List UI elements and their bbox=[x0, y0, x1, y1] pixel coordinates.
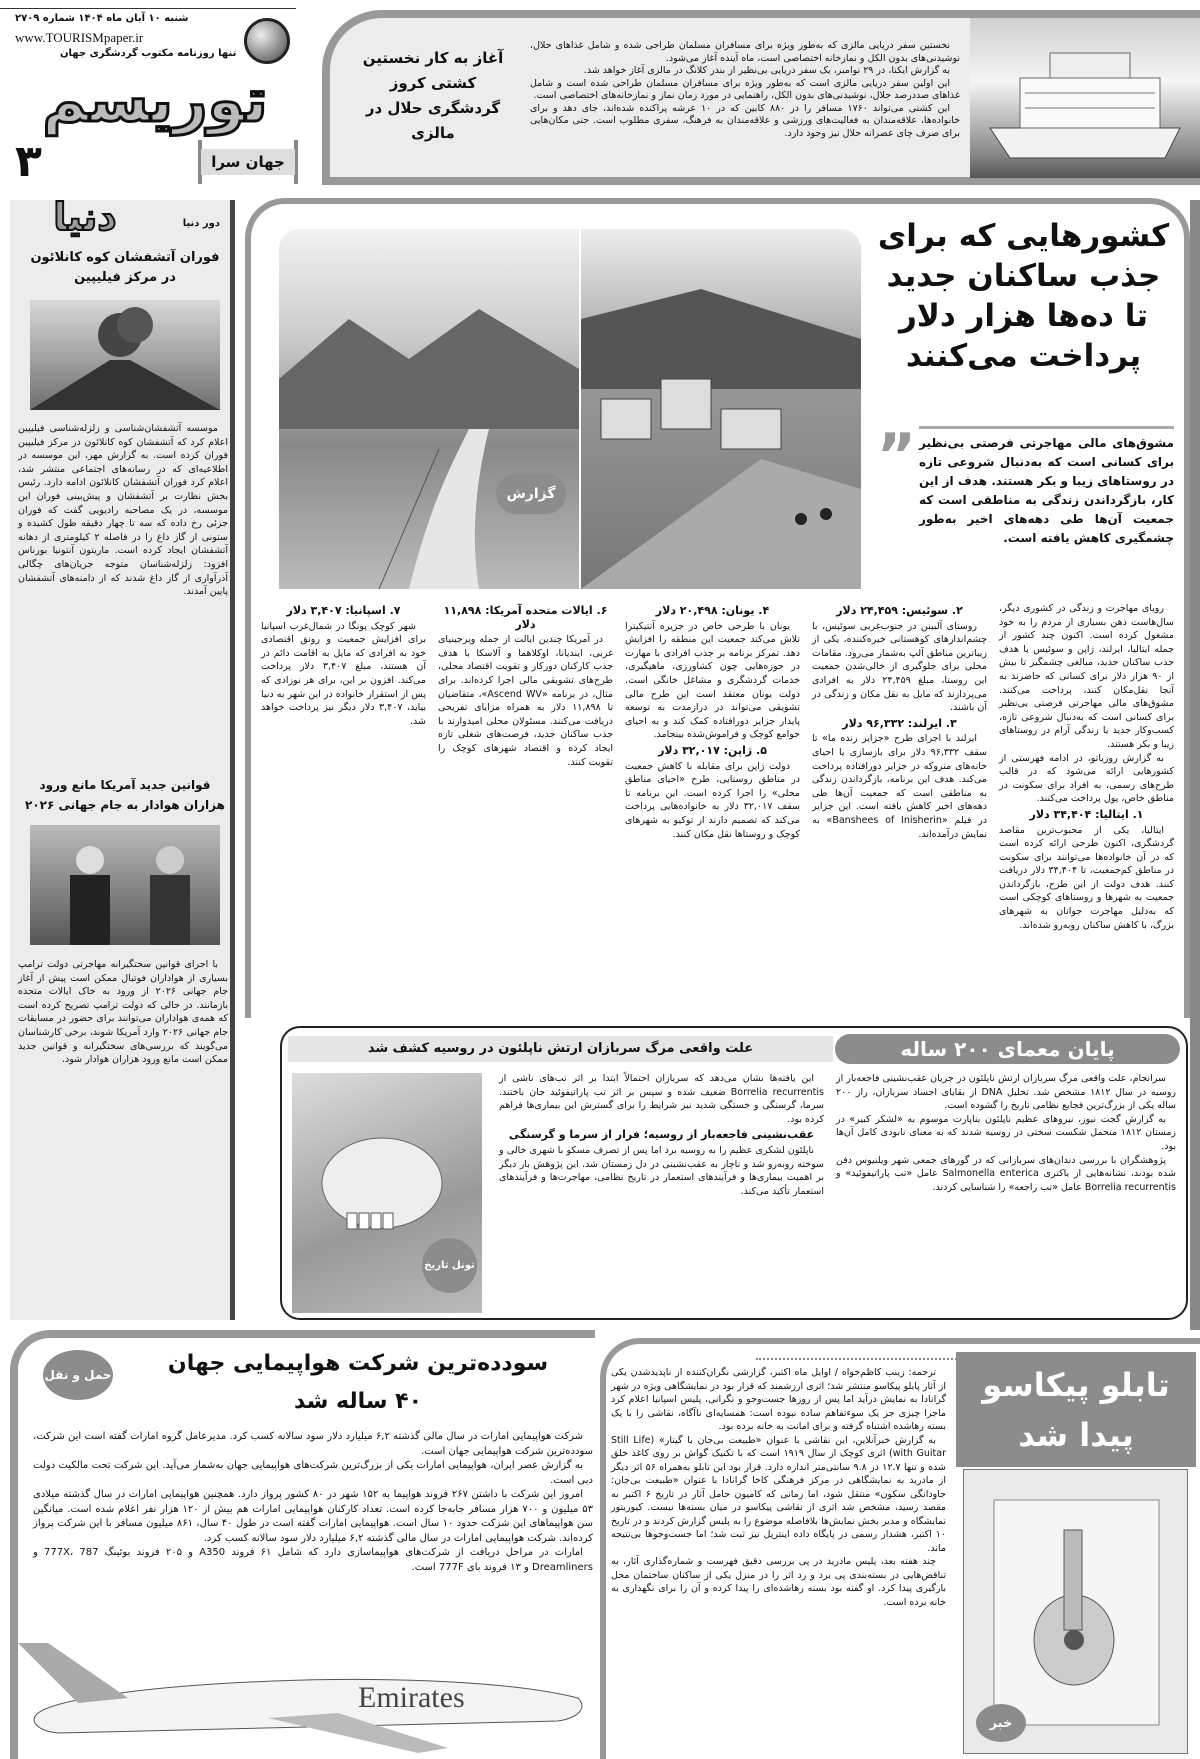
cruise-article bbox=[322, 10, 1200, 185]
main-column-2: ۲. سوئیس: ۲۴,۴۵۹ دلار روستای آلبینن در جنوب‌غربی سوئیس، با چشم‌اندازهای کوهستانی خیره‌کننده، یکی از زیباترین مناطق آلپ به‌شمار می‌رود. مقامات محلی برای جلوگیری از خالی‌شدن جمعیت این روستا، مبلغ ۲۴,۴۵۹ دلار به افرادی می‌پردازند که مایل به نقل مکان و زندگی در آن باشند. ۳. ایرلند: ۹۶,۳۳۲ دلار ایرلند با اجرای طرح «جزایر زنده ما» تا سقف ۹۶,۳۳۲ دلار برای بازسازی یا احیای خانه‌های متروکه در جزایر دورافتاده پرداخت می‌کند. هدف این برنامه، بازگرداندن زندگی به مناطقی است که جمعیت آن‌ها طی دهه‌های اخیر کاهش یافته است. این جزایر در فیلم «Banshees of Inisherin» به نمایش درآمده‌اند. bbox=[812, 604, 987, 840]
emirates-plane-photo bbox=[18, 1623, 595, 1759]
village-photo bbox=[581, 229, 861, 589]
cruise-body: نخستین سفر دریایی مالزی که به‌طور ویژه برای مسافران مسلمان طراحی شده و شامل غذاهای حلال، نوشیدنی‌های بدون الکل و نمازخانه اختصاصی است، ماه آینده آغاز می‌شود. به گزارش ایکنا، در ۲۹ نوامبر، یک سفر دریایی بی‌نظیر از بندر کلانگ در مالزی آغاز خواهد شد. این اولین سفر دریایی مالزی است که به‌طور ویژه برای مسافران مسلمان طراحی شده است و شامل غذاهای صددرصد حلال، نوشیدنی‌های بدون الکل، راهنمایی در مورد زمان نماز و نمازخانه‌های اختصاصی است. این کشتی می‌تواند ۱۷۶۰ مسافر را در ۸۸۰ کابین که در ۱۰ عرشه پراکنده شده‌اند، جای دهد و برای خانواده‌ها، علاقه‌مندان به فعالیت‌های ورزشی و علاقه‌مندان به فرهنگ، سفری مطلوب است. حتی مکان‌هایی برای صرف چای عصرانه حلال نیز وجود دارد. bbox=[530, 40, 960, 139]
main-column-1: رویای مهاجرت و زندگی در کشوری دیگر، سال‌هاست ذهن بسیاری از مردم را به خود مشغول کرده است. اکنون چند کشور از جمله ایتالیا، ایرلند، ژاپن و سوئیس با هدف جذب ساکنان جدید، مبالغی چشمگیر تا بیش از ۹۰ هزار دلار برای کسانی که حاضرند به آنجا نقل‌مکان کنند، پرداخت می‌کنند. مشوق‌های مالی مهاجرتی فرصتی بی‌نظیر برای کسانی است که به‌دنبال شروعی تازه، کسب‌وکار جدید یا زندگی آرام در روستاهای زیبا و بکر هستند. به گزارش روزیاتو، در ادامه فهرستی از کشورهایی ارائه می‌شود که در قالب طرح‌های رسمی، به افراد برای سکونت در مناطق خاص، پول پرداخت می‌کنند. ۱. ایتالیا: ۳۴,۴۰۴ دلار ایتالیا، یکی از محبوب‌ترین مقاصد گردشگری، اکنون طرحی ارائه کرده است که در آن خانواده‌ها می‌توانند برای سکونت در مناطق کم‌جمعیت، تا ۳۴,۴۰۴ دلار دریافت کنند. هدف دولت از این طرح، بازگرداندن جمعیت به شهرها و روستاهای کوچکی است که به‌دلیل مهاجرت جوانان به شهرهای بزرگ، با کاهش ساکنان روبه‌رو شده‌اند. bbox=[999, 603, 1175, 931]
page-number: ۳ bbox=[15, 136, 42, 187]
quote-mark-icon: ” bbox=[876, 421, 916, 491]
main-lead: مشوق‌های مالی مهاجرتی فرصتی بی‌نظیر برای کسانی است که به‌دنبال شروعی تازه در روستاهای زیبا و بکر هستند. هدف از این کار، بازگرداندن زندگی به مناطقی است که جمعیت آن‌ها طی دهه‌های اخیر به‌طور چشمگیری کاهش یافته است. bbox=[919, 426, 1174, 548]
top-rule bbox=[0, 8, 296, 9]
volcano-photo bbox=[30, 300, 220, 410]
emirates-livery: Emirates bbox=[358, 1681, 465, 1714]
main-column-4: ۶. ایالات متحده آمریکا: ۱۱,۸۹۸ دلار در آمریکا چندین ایالت از جمله ویرجینیای غربی، ایندیانا، اوکلاهما و آلاسکا با هدف جذب کارکنان دورکار و تقویت اقتصاد محلی، طرح‌های تشویقی مالی اجرا کرده‌اند. برای مثال، در برنامه «Ascend WV»، متقاضیان تا ۱۱,۸۹۸ دلار به همراه مزایای تفریحی دریافت می‌کنند. مسئولان محلی امیدوارند با جذب ساکنان جدید، فرصت‌های شغلی تازه ایجاد کرده و اقتصاد شهرهای کوچک را تقویت کنند. bbox=[438, 604, 614, 768]
ship-icon bbox=[970, 18, 1200, 178]
napoleon-subtitle: علت واقعی مرگ سربازان ارتش ناپلئون در روسیه کشف شد bbox=[288, 1036, 833, 1062]
news-badge: خبر bbox=[976, 1704, 1026, 1742]
cruise-headline: آغاز به کار نخستین کشتی کروز گردشگری حلال در مالزی bbox=[362, 49, 504, 142]
picasso-article bbox=[600, 1338, 1200, 1759]
main-story bbox=[245, 198, 1190, 1018]
main-column-5: ۷. اسپانیا: ۳,۴۰۷ دلار شهر کوچک پونگا در شمال‌غرب اسپانیا برای افزایش جمعیت و رونق اقتصادی خود به افرادی که مایل به اقامت دائم در آن هستند، مبلغ ۳,۴۰۷ دلار پرداخت می‌کند. افزون بر این، برای هر نوزادی که پس از استقرار خانواده در این شهر به دنیا بیاید، ۳,۴۰۷ دلار دیگر نیز پرداخت خواهد شد. bbox=[261, 604, 426, 727]
volcano-body: موسسه آتشفشان‌شناسی و زلزله‌شناسی فیلیپین اعلام کرد که آتشفشان کوه کانلائون در مرکز فیلیپین فوران کرده است. به گزارش مهر، این موسسه در اطلاعیه‌ای که در رسانه‌های اجتماعی منتشر شد، اعلام کرد فوران آتشفشان کانلائون ادامه دارد. رئیس بخش نظارت بر آتشفشان و پیش‌بینی فوران این موسسه، در یک مصاحبه رادیویی گفت که فوران جزئی رخ داده که سه تا چهار دقیقه طول کشیده و ستونی از گاز داغ را در فاصله ۲ کیلومتری از دهانه آتشفشان ایجاد کرده است. ماریتون آنتونیا بورناس افزود: زلزله‌شناسان متوجه جریان‌های چگالی آذرآواری از گاز داغ شدند که از دامنه‌های آتشفشان پایین آمدند. bbox=[18, 423, 229, 598]
transport-badge: حمل و نقل bbox=[43, 1350, 113, 1400]
napoleon-column-2: این یافته‌ها نشان می‌دهد که سربازان احتمالاً ابتدا بر اثر تب‌های ناشی از Borrelia recurrentis ضعیف شده و سپس بر اثر تب پاراتیفوئید جان باختند. سرما، گرسنگی و خستگی شدید نیز شرایط را برای گسترش این بیماری‌ها فراهم کرده بود. عقب‌نشینی فاجعه‌بار از روسیه؛ فرار از سرما و گرسنگی ناپلئون لشکری عظیم را به روسیه برد اما پس از تصرف مسکو با شهری خالی و سوخته روبه‌رو شد و ناچار به عقب‌نشینی در دل زمستان شد. این پژوهش بار دیگر بر اهمیت بیماری‌ها و فرآیندهای استعمار در تاریخ نظامی، مهاجرت‌ها و فرآیندهای استعمار تأکید می‌کند. bbox=[499, 1073, 824, 1197]
emirates-headline-1: سودده‌ترین شرکت هواپیمایی جهان bbox=[167, 1351, 549, 1376]
sidebar-world bbox=[10, 195, 235, 1320]
worldcup-headline: قوانین جدید آمریکا مانع ورود هزاران هوادار به جام جهانی ۲۰۲۶ bbox=[25, 778, 225, 812]
emirates-headline-2: ۴۰ ساله شد bbox=[293, 1389, 423, 1414]
mountain-path-photo bbox=[279, 229, 579, 589]
tagline: تنها روزنامه مکتوب گردشگری جهان bbox=[60, 48, 237, 59]
main-column-3: ۴. یونان: ۲۰,۴۹۸ دلار یونان با طرحی خاص در جزیره آنتیکیترا تلاش می‌کند جمعیت این منطقه را افزایش دهد. تمرکز برنامه بر جذب افرادی با مهارت در حوزه‌هایی چون کشاورزی، ماهیگیری، خدمات گردشگری و مشاغل خانگی است. دولت یونان معتقد است این طرح مالی تشویقی می‌تواند در درازمدت به توسعه پایدار جزایر دورافتاده کمک کند و به احیای جوامع کوچک و فراموش‌شده بینجامد. ۵. ژاپن: ۳۲,۰۱۷ دلار دولت ژاپن برای مقابله با کاهش جمعیت در مناطق روستایی، طرح «احیای مناطق محلی» را اجرا کرده است. این برنامه تا سقف ۳۲,۰۱۷ دلار به خانواده‌هایی پرداخت می‌کند که تصمیم دارند از توکیو به شهرهای کوچک و روستاها نقل مکان کنند. bbox=[625, 604, 800, 840]
napoleon-title: پایان معمای ۲۰۰ ساله bbox=[835, 1034, 1180, 1064]
history-tunnel-badge: تونل تاریخ bbox=[422, 1238, 477, 1293]
report-badge: گزارش bbox=[496, 474, 566, 514]
issue-date: شنبه ۱۰ آبان ماه ۱۴۰۴ شماره ۲۷۰۹ bbox=[15, 13, 189, 24]
picasso-body: ترجمه: زینب کاظم‌خواه / اوایل ماه اکتبر، گزارشی نگران‌کننده از ناپدیدشدن یکی از آثار پابلو پیکاسو منتشر شد؛ اثری ارزشمند که قرار بود در نمایشگاهی ویژه در شهر گرانادا به نمایش درآید اما پس از روزها جست‌وجو و نگرانی، پلیس اسپانیا اعلام کرد ماجرا چیزی جز یک سوءتفاهم ساده نبوده است: همسایه‌ای ناآگاه، نقاشی را با یک بسته رهاشده اشتباه گرفته و برای امانت به خانه برده بود. به گزارش خبرآنلاین، این نقاشی با عنوان «طبیعت بی‌جان با گیتار» (Still Life with Guitar) اثری کوچک از سال ۱۹۱۹ است که با تکنیک گواش بر روی کاغذ خلق شده و تنها ۱۲.۷ در ۹.۸ سانتی‌متر اندازه دارد. قرار بود این تابلو به‌همراه ۵۶ اثر دیگر از مادرید به نمایشگاهی در مرکز فرهنگی کاخا گرانادا با عنوان «طبیعت بی‌جان: جاودانگی سکون» منتقل شود، اما زمانی که کامیون حامل آثار در تاریخ ۶ اکتبر به مقصد رسید، مشخص شد اثری از نقاشی پیکاسو در میان بسته‌ها نیست. کیوریتور نمایشگاه و مدیر بخش نمایش‌ها بلافاصله موضوع را به پلیس گزارش کردند و در تاریخ ۱۰ اکتبر، هشدار رسمی در پایگاه داده اینترپل نیز ثبت شد؛ اما جست‌وجوها بی‌نتیجه ماند. چند هفته بعد، پلیس مادرید در پی بررسی دقیق فهرست و شماره‌گذاری آثار، به تناقض‌هایی در بسته‌بندی پی برد و رد اثر را در منزل یکی از ساکنان ساختمان محل بارگیری پیدا کرد. او گفته بود بسته رهاشده‌ای را پیدا کرده و آن را برای نگهداری به خانه برده است. bbox=[611, 1367, 947, 1608]
volcano-headline: فوران آتشفشان کوه کانلائون در مرکز فیلیپین bbox=[30, 250, 220, 285]
globe-icon bbox=[244, 18, 290, 64]
napoleon-article bbox=[280, 1026, 1188, 1320]
section-name: جهان سرا bbox=[198, 140, 298, 184]
worldcup-photo bbox=[30, 825, 220, 945]
emirates-body: شرکت هواپیمایی امارات در سال مالی گذشته ۶,۲ میلیارد دلار سود سالانه کسب کرد. مدیرعامل گروه امارات گفته است این شرکت، سودده‌ترین شرکت هواپیمایی جهان است. به گزارش عصر ایران، هواپیمایی امارات یکی از بزرگ‌ترین شرکت‌های هواپیمایی جهان به‌شمار می‌آید. این شرکت تحت مالکیت دولت دبی است. امروز این شرکت با داشتن ۲۶۷ فروند هواپیما به ۱۵۲ شهر در ۸۰ کشور پرواز دارد. همچنین هواپیمایی امارات در سال گذشته میلادی ۵۳ میلیون و ۷۰۰ هزار مسافر جابه‌جا کرده است. تعداد کارکنان هواپیمایی امارات هم بیش از ۱۲۰ هزار نفر اعلام شده است. میانگین سن هواپیماهای این شرکت حدود ۱۰ سال است. هواپیمایی امارات گفته است در طول ۴۰ سال، ۸۶۱ میلیون مسافر با این شرکت پرواز کرده‌اند. شرکت هواپیمایی امارات در سال مالی گذشته ۶,۲ میلیارد دلار سود سالانه کسب کرد. امارات در مراحل دریافت از شرکت‌های هواپیماسازی دارد که شامل ۶۱ فروند A350 و ۲۰۵ فروند بوئینگ 777X، 787 و Dreamliners و ۱۳ فروند بای 777F است. bbox=[33, 1431, 594, 1573]
right-edge-bar bbox=[1190, 200, 1200, 1330]
picasso-headline: تابلو پیکاسو پیدا شد bbox=[956, 1352, 1196, 1467]
sidebar-section-label: دور دنیا bbox=[182, 218, 220, 229]
main-headline: کشورهایی که برای جذب ساکنان جدید تا ده‌ها هزار دلار پرداخت می‌کنند bbox=[877, 218, 1170, 374]
masthead-logo: توریسم bbox=[42, 66, 268, 136]
sidebar-logo: دنیا bbox=[53, 195, 117, 239]
cruise-ship-photo bbox=[970, 18, 1200, 178]
emirates-article bbox=[10, 1330, 595, 1759]
airplane-icon bbox=[18, 1623, 595, 1759]
worldcup-body: با اجرای قوانین سختگیرانه مهاجرتی دولت ترامپ بسیاری از هواداران فوتبال ممکن است پیش از آغاز جام جهانی ۲۰۲۶ از ورود به خاک ایالات متحده بازمانند. در حالی که دولت ترامپ تصریح کرده است که همه‌ی هواداران می‌توانند برای حضور در مسابقات جام جهانی ۲۰۲۶ وارد آمریکا شوند، برخی کارشناسان می‌گویند که بررسی‌های سختگیرانه و قوانین جدید ممکن است مانع ورود هزاران هوادار شود. bbox=[18, 959, 229, 1066]
website: www.TOURISMpaper.ir bbox=[15, 30, 144, 45]
napoleon-column-1: سرانجام، علت واقعی مرگ سربازان ارتش ناپلئون در جریان عقب‌نشینی فاجعه‌بار از روسیه در سال ۱۸۱۲ مشخص شد. تحلیل DNA از بقایای اجساد سربازان، راز ۲۰۰ ساله یکی از بزرگ‌ترین فجایع نظامی تاریخ را گشوده است. به گزارش گجت نیوز، نیروهای عظیم ناپلئون بناپارت موسوم به «لشکر کبیر» در زمستان ۱۸۱۲ متحمل شکست سختی در روسیه شدند که به معنای نابودی کامل آن‌ها بود. پژوهشگران با بررسی دندان‌های سربازانی که در گورهای جمعی شهر ویلنیوس دفن شده بودند، نشانه‌هایی از باکتری Salmonella enterica عامل «تب پاراتیفوئید» و Borrelia recurrentis عامل «تب راجعه» را شناسایی کردند. bbox=[836, 1073, 1176, 1193]
